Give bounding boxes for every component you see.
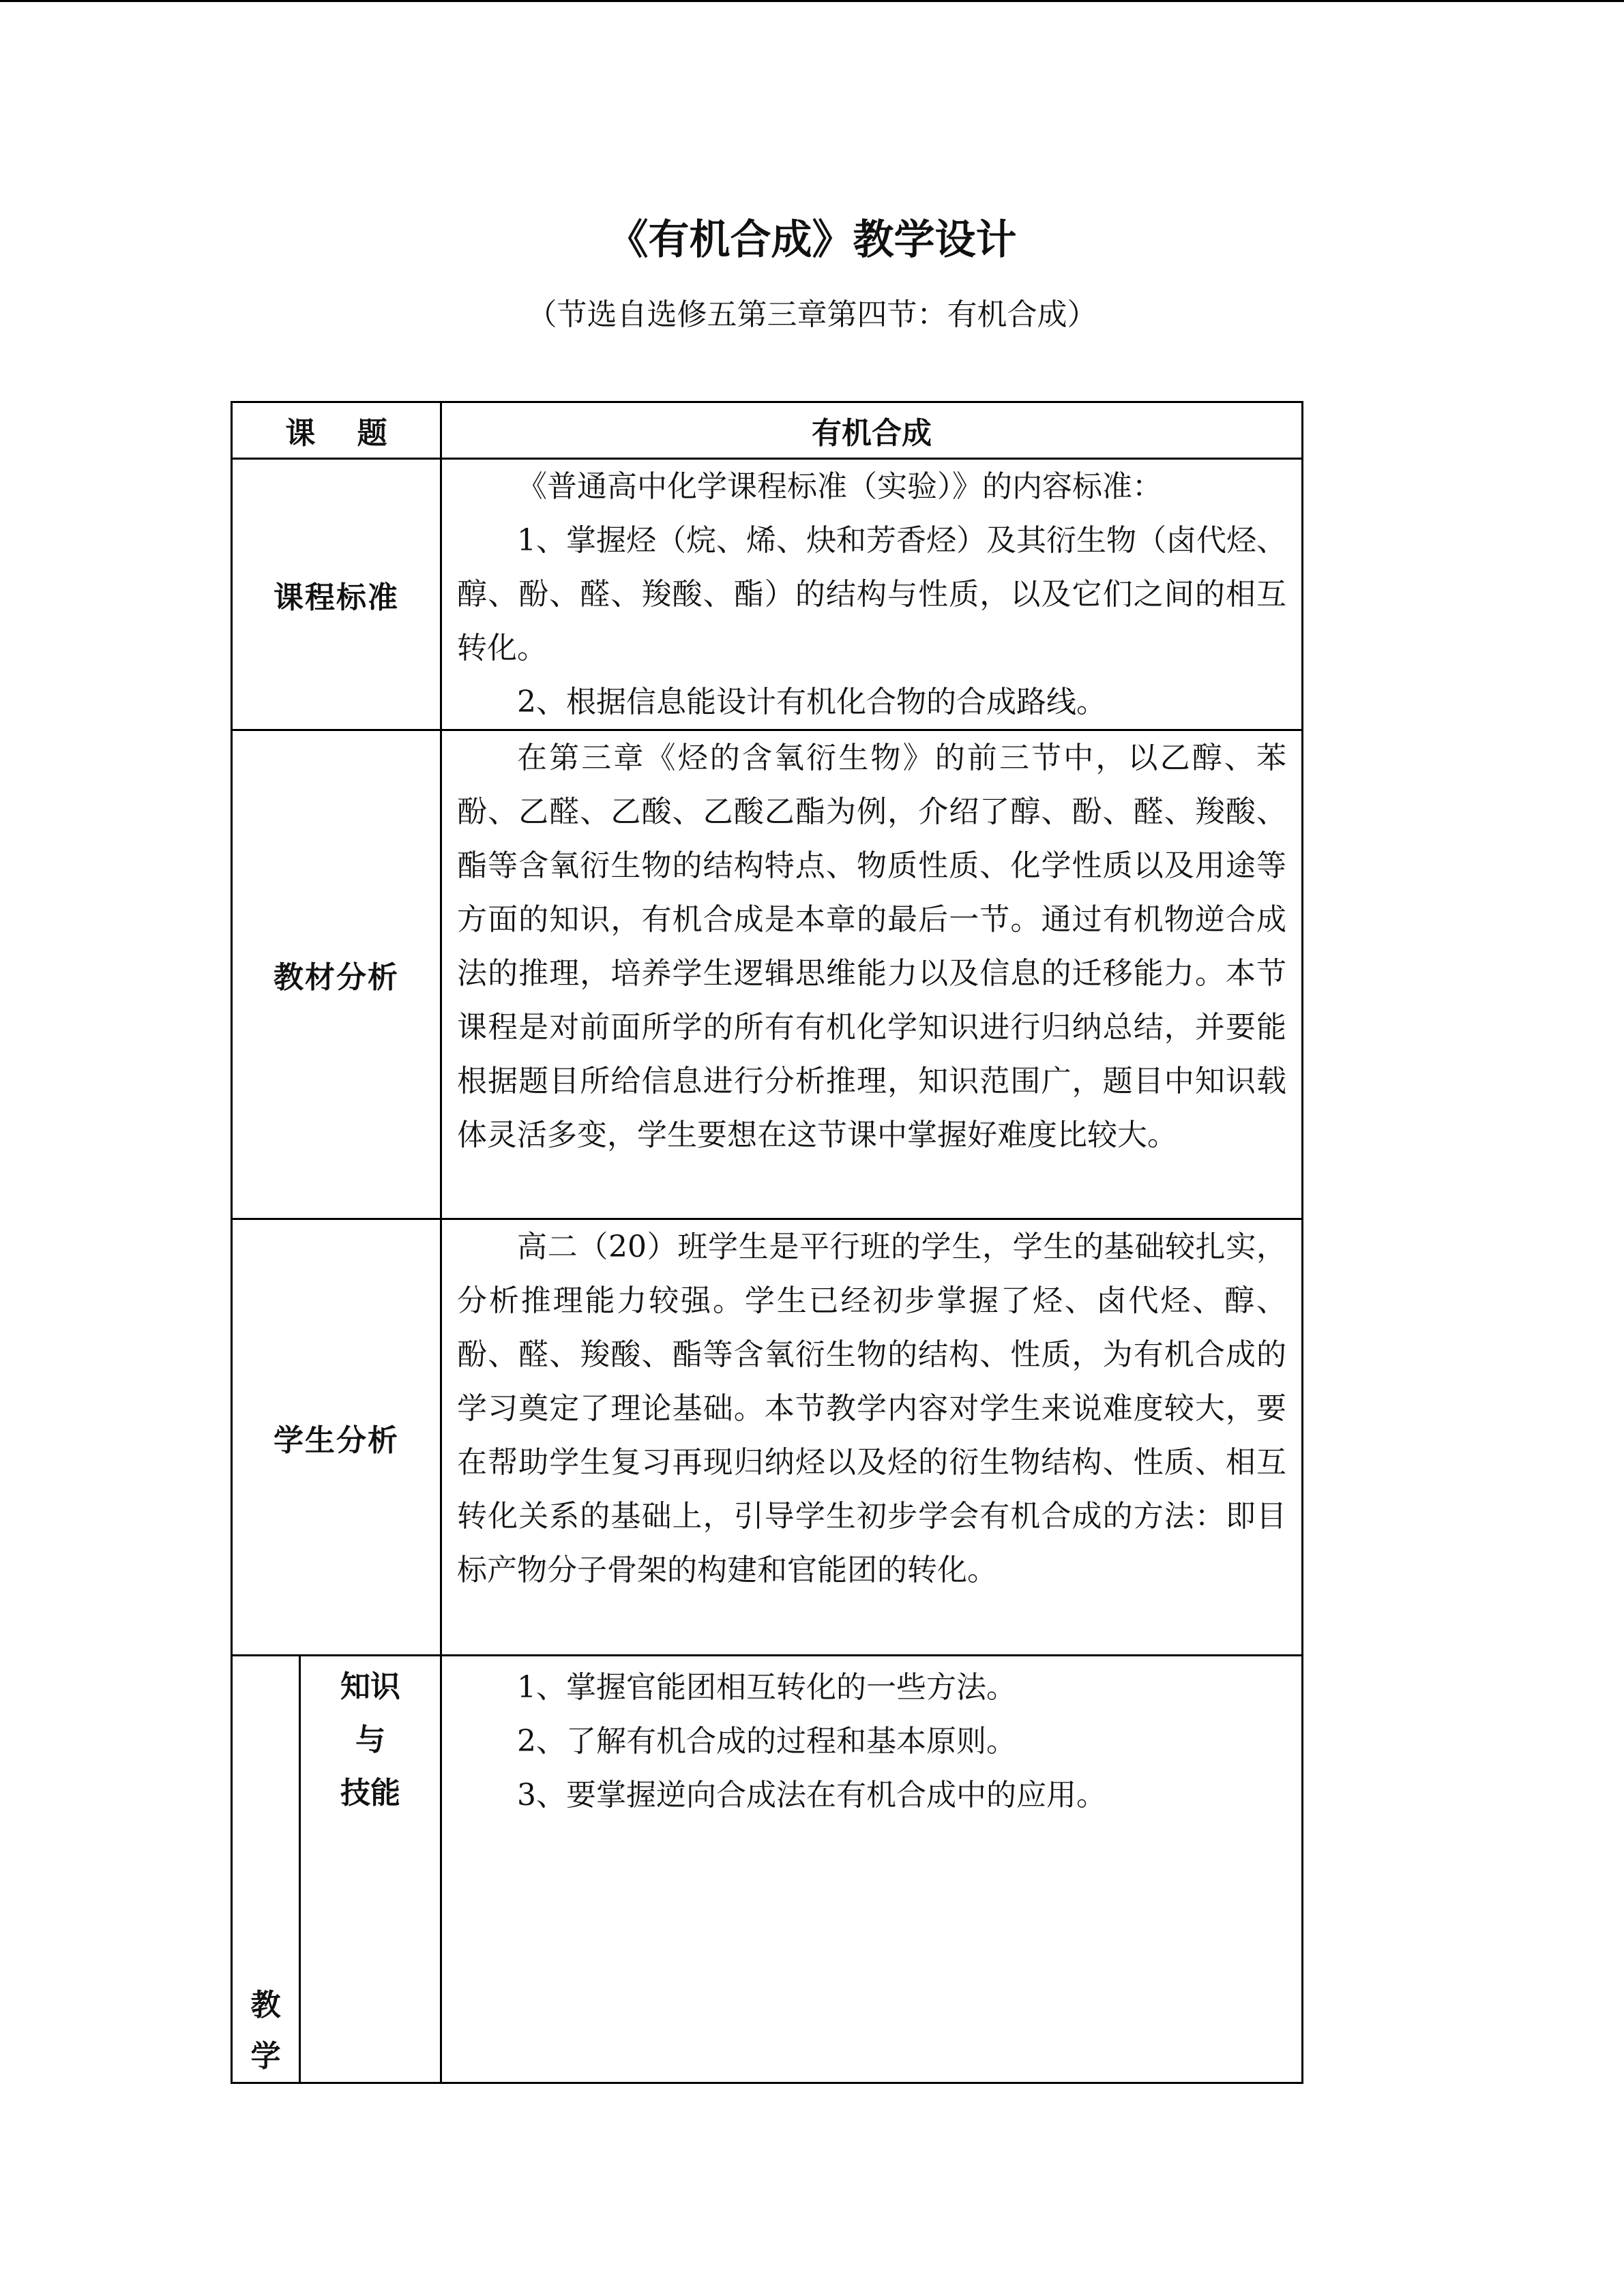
- course-standard-paragraph: 2、根据信息能设计有机化合物的合成路线。: [517, 685, 1106, 719]
- goal-item: 3、要掌握逆向合成法在有机合成中的应用。: [517, 1778, 1106, 1813]
- knowledge-skills-label-part: 与: [355, 1723, 385, 1757]
- material-analysis-label: 教材分析: [232, 730, 441, 1219]
- topic-label: 课 题: [232, 402, 441, 459]
- knowledge-skills-label: [300, 1656, 441, 2083]
- course-standard-label: 课程标准: [232, 459, 441, 730]
- document-subtitle: （节选自选修五第三章第四节：有机合成）: [527, 297, 1097, 332]
- course-standard-content: [441, 459, 1303, 730]
- teaching-goals-label: [232, 1656, 300, 2083]
- table-row-course-standard: [232, 459, 1303, 730]
- material-analysis-paragraph: 在第三章《烃的含氧衍生物》的前三节中，以乙醇、苯酚、乙醛、乙酸、乙酸乙酯为例，介绍了醇、酚、醛、羧酸、酯等含氧衍生物的结构特点、物质性质、化学性质以及用途等方面的知识，有机合成是本章的最后一节。通过有机物逆合成法的推理，培养学生逻辑思维能力以及信息的迁移能力。本节课程是对前面所学的所有有机化学知识进行归纳总结，并要能根据题目所给信息进行分析推理，知识范围广，题目中知识载体灵活多变，学生要想在这节课中掌握好难度比较大。: [457, 741, 1286, 1152]
- course-standard-paragraph: 1、掌握烃（烷、烯、炔和芳香烃）及其衍生物（卤代烃、醇、酚、醛、羧酸、酯）的结构与性质，以及它们之间的相互转化。: [457, 523, 1286, 666]
- student-analysis-label: 学生分析: [232, 1219, 441, 1656]
- lesson-plan-table: [231, 401, 1303, 2084]
- table-row-teaching-goals: [232, 1656, 1303, 2083]
- top-border-line: [0, 0, 1624, 2]
- document-title: 《有机合成》教学设计: [607, 216, 1017, 264]
- knowledge-skills-label-part: 技能: [340, 1776, 400, 1810]
- table-row-topic: [232, 402, 1303, 459]
- knowledge-skills-content: [441, 1656, 1303, 2083]
- material-analysis-content: [441, 730, 1303, 1219]
- goal-item: 1、掌握官能团相互转化的一些方法。: [517, 1670, 1016, 1705]
- goal-item: 2、了解有机合成的过程和基本原则。: [517, 1724, 1016, 1759]
- knowledge-skills-label-part: 知识: [340, 1669, 400, 1704]
- table-row-student-analysis: [232, 1219, 1303, 1656]
- teaching-goals-label-char: 教: [250, 1988, 281, 2023]
- topic-value: 有机合成: [441, 402, 1303, 459]
- teaching-goals-label-char: 学: [250, 2039, 281, 2074]
- student-analysis-paragraph: 高二（20）班学生是平行班的学生，学生的基础较扎实，分析推理能力较强。学生已经初步掌握了烃、卤代烃、醇、酚、醛、羧酸、酯等含氧衍生物的结构、性质，为有机合成的学习奠定了理论基础。本节教学内容对学生来说难度较大，要在帮助学生复习再现归纳烃以及烃的衍生物结构、性质、相互转化关系的基础上，引导学生初步学会有机合成的方法：即目标产物分子骨架的构建和官能团的转化。: [457, 1229, 1286, 1587]
- table-row-material-analysis: [232, 730, 1303, 1219]
- course-standard-paragraph: 《普通高中化学课程标准（实验）》的内容标准：: [517, 469, 1162, 504]
- student-analysis-content: [441, 1219, 1303, 1656]
